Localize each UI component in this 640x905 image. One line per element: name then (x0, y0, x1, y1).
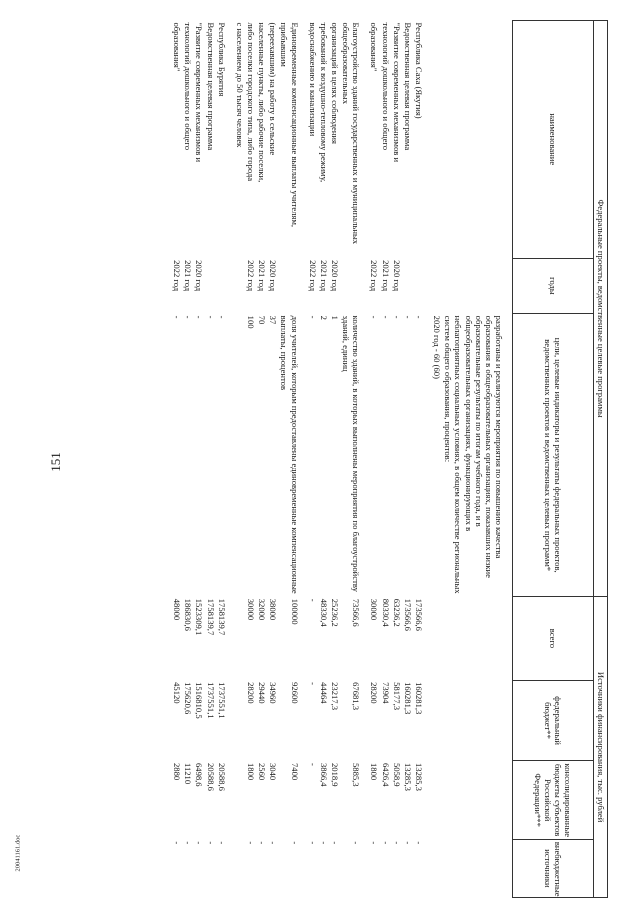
row-name (443, 21, 505, 259)
row-year (432, 258, 443, 314)
row-name: водоснабжению и канализации (307, 22, 318, 137)
row-federal (432, 680, 443, 761)
table-row (341, 21, 362, 898)
row-year (205, 258, 216, 314)
row-name: Ведомственная целевая программа (402, 22, 413, 151)
row-goal: 2 (318, 315, 329, 320)
row-goal: 100 (246, 315, 257, 329)
row-extra: - (391, 841, 402, 845)
row-total: 173566,6 (402, 598, 413, 631)
row-federal (235, 680, 246, 761)
row-regional: 1800 (246, 762, 257, 781)
row-federal (443, 680, 505, 761)
row-federal: 28200 (246, 682, 257, 704)
table-row (443, 21, 505, 898)
header-col-federal: федеральный бюджет** (513, 680, 594, 761)
table-row (414, 21, 425, 898)
row-goal: разработаны и реализуются мероприятия по повышению качества образования в общеобразовательных организациях, показавших низкие образовательные результаты по итогам учебного года, и в общеобразовательных организациях, функционирующих в неблагоприятных социальных условиях, в общем количестве региональных систем общего образования, процентов: (443, 315, 504, 594)
table-row (217, 21, 228, 898)
row-federal: 58177,3 (391, 682, 402, 711)
table-row (330, 21, 341, 898)
row-year (443, 258, 505, 314)
row-goal: - (205, 315, 216, 319)
header-col-years: годы (513, 258, 594, 314)
row-extra: - (330, 841, 341, 845)
row-regional: 2018,9 (330, 762, 341, 787)
row-extra: - (351, 841, 362, 845)
table-row (403, 21, 414, 898)
row-goal: 1 (330, 315, 341, 320)
table-row (279, 21, 300, 898)
row-federal: 29440 (257, 682, 268, 704)
row-regional (235, 761, 246, 839)
row-year (341, 258, 362, 314)
header-col-goals: цели, целевые индикаторы и результаты федеральных проектов, ведомственных проектов и ведомственных целевых программ* (513, 314, 594, 597)
row-total: 173566,6 (414, 598, 425, 631)
table-row (205, 21, 216, 898)
row-total: 1758139,7 (205, 598, 216, 636)
row-regional (443, 761, 505, 839)
row-name: Благоустройство зданий государственных и муниципальных общеобразовательных (341, 22, 362, 245)
row-goal: - (172, 315, 183, 319)
row-goal: 70 (257, 315, 268, 325)
table-row (392, 21, 403, 898)
row-total: 63236,2 (391, 598, 402, 627)
row-name: организаций в целях соблюдения (330, 22, 341, 144)
table-row (172, 21, 183, 898)
row-extra: - (402, 841, 413, 845)
row-goal: - (183, 315, 194, 319)
row-extra: - (268, 841, 279, 845)
header-col-extra: внебюджетные источники (513, 839, 594, 897)
row-regional (432, 761, 443, 839)
row-year: 2020 год (330, 260, 341, 292)
row-extra (443, 839, 505, 897)
table-row (369, 21, 380, 898)
row-name (432, 21, 443, 259)
row-name: Ведомственная целевая программа (205, 22, 216, 151)
row-federal: 160281,3 (414, 682, 425, 715)
row-year: 2020 год (268, 260, 279, 292)
row-federal: 160281,3 (402, 682, 413, 715)
row-regional: 11210 (183, 762, 194, 785)
table-row (268, 21, 279, 898)
row-total: 32000 (257, 598, 268, 621)
header-col-regional: консолидированные бюджеты субъектов Российской Федерации*** (513, 761, 594, 839)
footer-filename: 20041161.doc (14, 834, 22, 872)
row-total: 1758139,7 (216, 598, 227, 636)
row-goal: - (307, 315, 318, 319)
row-federal: 1516810,5 (194, 682, 205, 719)
row-extra: - (380, 841, 391, 845)
table-row (432, 21, 443, 898)
row-regional: 13285,3 (402, 762, 413, 791)
row-name: образования" (369, 22, 380, 72)
row-goal: - (216, 315, 227, 319)
row-total: 100000 (289, 598, 300, 625)
row-name: образования" (172, 22, 183, 72)
row-extra: - (183, 841, 194, 845)
row-regional: 20588,6 (205, 762, 216, 791)
row-name: либо поселки городского типа, либо города (246, 22, 257, 182)
row-federal: 1737551,1 (216, 682, 227, 719)
row-year: 2022 год (307, 260, 318, 292)
rotated-table-container (48, 20, 608, 898)
row-name: требований к воздушно-тепловому режиму, (318, 22, 329, 183)
row-extra (432, 839, 443, 897)
row-total (443, 597, 505, 680)
row-name: Республика Саха (Якутия) (414, 22, 425, 119)
row-federal: 44464 (318, 682, 329, 704)
row-extra: - (194, 841, 205, 845)
table-row (308, 21, 319, 898)
row-regional: 2880 (172, 762, 183, 781)
row-regional: 6426,4 (380, 762, 391, 787)
table-row (194, 21, 205, 898)
row-goal: 2020 год - 60 (60) (432, 315, 443, 379)
row-year (217, 258, 228, 314)
row-year: 2022 год (246, 260, 257, 292)
table-row (319, 21, 330, 898)
header-funding-group: Источники финансирования, тыс. рублей (594, 597, 608, 898)
row-goal: доля учителей, которым предоставлены единовременные компенсационные выплаты, процентов (279, 315, 300, 594)
row-total: 30000 (246, 598, 257, 621)
row-extra: - (205, 841, 216, 845)
row-extra: - (289, 841, 300, 845)
row-regional: 20588,6 (216, 762, 227, 791)
row-name: с населением до 50 тысяч человек (234, 22, 245, 148)
row-total: 73566,6 (351, 598, 362, 627)
row-goal: - (414, 315, 425, 319)
row-federal: 23217,3 (330, 682, 341, 711)
row-federal: 28200 (369, 682, 380, 704)
row-year (235, 258, 246, 314)
row-name: Единовременные компенсационные выплаты учителям, прибывшим (279, 22, 300, 228)
table-row (257, 21, 268, 898)
row-regional: 7400 (289, 762, 300, 781)
table-row (235, 21, 246, 898)
table-row (380, 21, 391, 898)
row-federal: 92600 (289, 682, 300, 704)
row-year: 2021 год (183, 260, 194, 292)
row-extra (235, 839, 246, 897)
row-total: 48000 (172, 598, 183, 621)
row-year: 2021 год (257, 260, 268, 292)
row-federal: 175620,6 (183, 682, 194, 715)
row-name: технологий дошкольного и общего (183, 22, 194, 151)
row-year: 2021 год (380, 260, 391, 292)
row-total: 25236,2 (330, 598, 341, 627)
header-main: Федеральные проекты, ведомственные целевые программы (594, 21, 608, 597)
row-total: 48330,4 (318, 598, 329, 627)
row-regional: 6498,6 (194, 762, 205, 787)
row-federal: 45120 (172, 682, 183, 704)
row-regional: 2560 (257, 762, 268, 781)
row-goal (235, 314, 246, 597)
row-federal: 34960 (268, 682, 279, 704)
row-extra: - (172, 841, 183, 845)
row-goal: - (369, 315, 380, 319)
row-extra: - (216, 841, 227, 845)
row-name: (переехавшим) на работу в сельские (268, 22, 279, 156)
row-federal: 73904 (380, 682, 391, 704)
row-extra: - (369, 841, 380, 845)
row-regional: 5058,9 (391, 762, 402, 787)
table-row (183, 21, 194, 898)
row-total (235, 597, 246, 680)
header-col-name: наименование (513, 21, 594, 259)
row-federal: - (307, 682, 318, 685)
page-number: 151 (48, 452, 63, 472)
row-goal: - (391, 315, 402, 319)
table-row (246, 21, 257, 898)
row-total: 1523309,1 (194, 598, 205, 636)
row-total: 80330,4 (380, 598, 391, 627)
header-col-total: всего (513, 597, 594, 680)
table-header (513, 21, 608, 898)
row-federal: 67681,3 (351, 682, 362, 711)
row-goal: - (380, 315, 391, 319)
row-extra: - (246, 841, 257, 845)
row-regional: 5885,3 (351, 762, 362, 787)
row-regional: - (307, 762, 318, 766)
row-goal: - (402, 315, 413, 319)
row-total: 186830,6 (183, 598, 194, 631)
row-regional: 1800 (369, 762, 380, 781)
row-extra: - (318, 841, 329, 845)
row-extra: - (257, 841, 268, 845)
row-year: 2021 год (318, 260, 329, 292)
row-total: 30000 (369, 598, 380, 621)
row-regional: 13285,3 (414, 762, 425, 791)
row-year: 2022 год (172, 260, 183, 292)
row-total (432, 597, 443, 680)
row-regional: 3040 (268, 762, 279, 781)
row-regional: 3866,4 (318, 762, 329, 787)
row-year: 2020 год (194, 260, 205, 292)
row-total: 38000 (268, 598, 279, 621)
row-name: Республика Бурятия (216, 22, 227, 97)
row-name: населенные пункты, либо рабочие поселки, (257, 22, 268, 183)
row-year (414, 258, 425, 314)
row-year: 2022 год (369, 260, 380, 292)
row-year: 2020 год (391, 260, 402, 292)
row-name: "Развитие современных механизмов и (194, 22, 205, 163)
row-name: технологий дошкольного и общего (380, 22, 391, 151)
row-goal: количество зданий, в которых выполнены мероприятия по благоустройству зданий, единиц (341, 315, 362, 592)
program-funding-table (172, 20, 608, 898)
row-total: - (307, 598, 318, 602)
row-extra: - (307, 841, 318, 845)
row-goal: - (194, 315, 205, 319)
table-body (172, 21, 512, 898)
row-federal: 1737551,1 (205, 682, 216, 719)
row-goal: 37 (268, 315, 279, 325)
row-name: "Развитие современных механизмов и (391, 22, 402, 163)
row-year (279, 258, 300, 314)
row-year (403, 258, 414, 314)
row-extra: - (414, 841, 425, 845)
